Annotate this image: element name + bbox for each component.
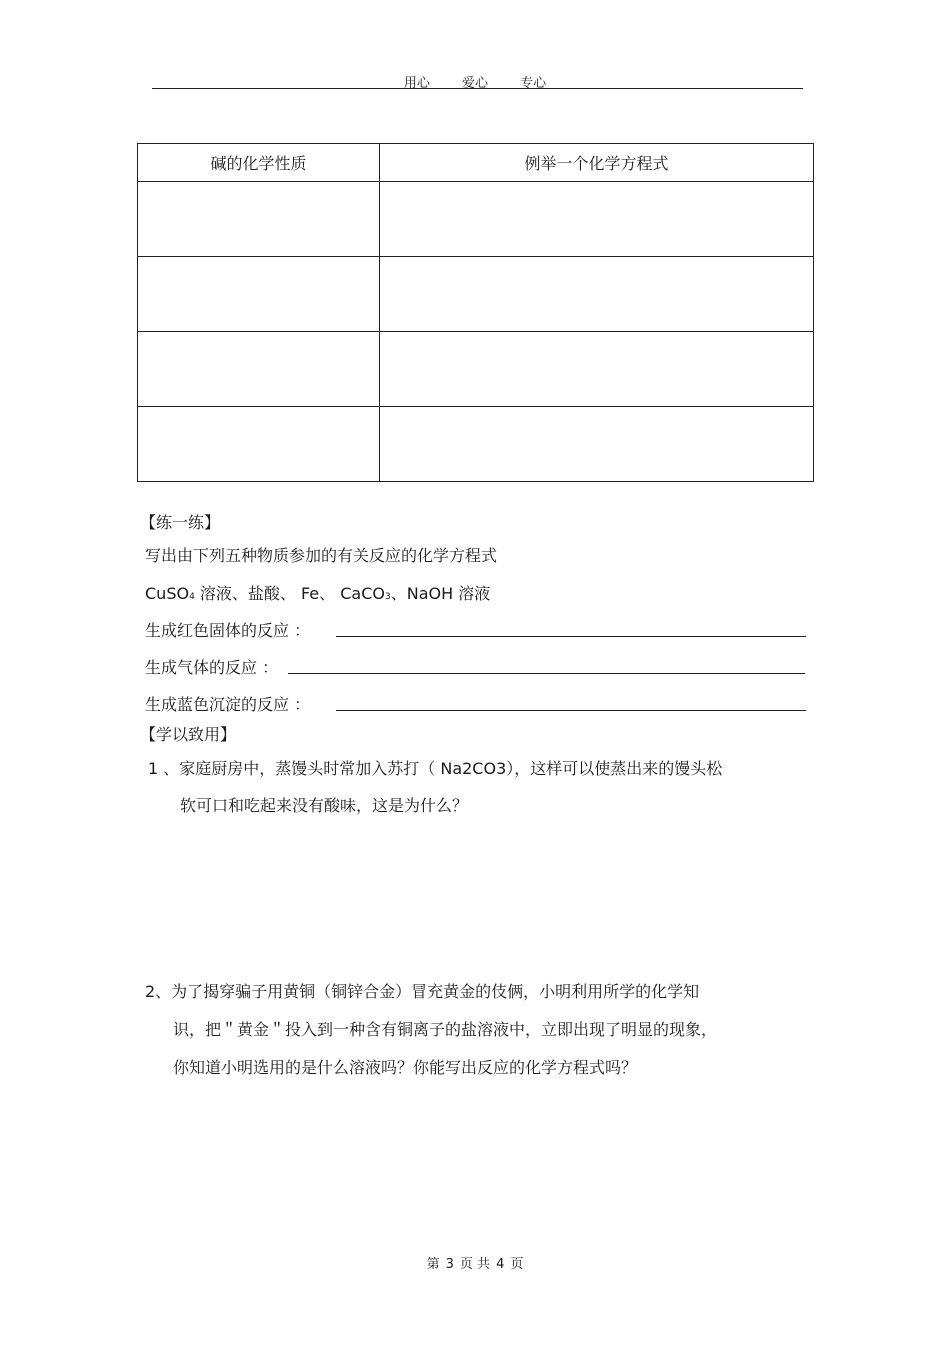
page-total: 4 xyxy=(496,1257,505,1272)
answer-blank-gas[interactable] xyxy=(288,673,805,674)
question-1-line-2: 软可口和吃起来没有酸味，这是为什么？ xyxy=(180,796,469,815)
question-red-solid: 生成红色固体的反应 ： xyxy=(145,621,311,640)
table-row xyxy=(138,407,814,482)
question-1-line-1: 1 、家庭厨房中，蒸馒头时常加入苏打（ Na2CO3），这样可以使蒸出来的馒头松 xyxy=(148,759,723,778)
table-cell[interactable] xyxy=(138,182,380,257)
header-divider xyxy=(152,88,803,89)
base-properties-table xyxy=(137,143,814,482)
practice-instruction: 写出由下列五种物质参加的有关反应的化学方程式 xyxy=(145,546,498,565)
table-header-cell: 例举一个化学方程式 xyxy=(380,144,814,182)
table-row xyxy=(138,182,814,257)
question-blue-precipitate: 生成蓝色沉淀的反应 ： xyxy=(145,695,311,714)
apply-title: 【学以致用】 xyxy=(140,725,237,744)
table-cell[interactable] xyxy=(380,182,814,257)
practice-title: 【练一练】 xyxy=(140,513,221,532)
table-row xyxy=(138,332,814,407)
page-number: 3 xyxy=(445,1257,454,1272)
question-gas: 生成气体的反应 ： xyxy=(145,658,279,677)
answer-blank-red[interactable] xyxy=(336,636,806,637)
table-cell[interactable] xyxy=(138,257,380,332)
page-footer: 第 3 页 共 4 页 xyxy=(426,1257,524,1272)
substance-list: CuSO4 溶液、盐酸、 Fe、 CaCO3、NaOH 溶液 xyxy=(145,584,491,603)
header-item: 专心 xyxy=(520,76,547,91)
question-2-line-3: 你知道小明选用的是什么溶液吗？你能写出反应的化学方程式吗？ xyxy=(173,1058,638,1077)
table-row xyxy=(138,257,814,332)
table-cell[interactable] xyxy=(380,407,814,482)
table-cell[interactable] xyxy=(380,332,814,407)
table-cell[interactable] xyxy=(138,332,380,407)
question-2-line-1: 2、为了揭穿骗子用黄铜（铜锌合金）冒充黄金的伎俩，小明利用所学的化学知 xyxy=(145,982,700,1001)
answer-blank-blue[interactable] xyxy=(336,710,806,711)
question-2-line-2: 识，把＂黄金＂投入到一种含有铜离子的盐溶液中，立即出现了明显的现象， xyxy=(173,1020,718,1039)
header-item: 用心 xyxy=(403,76,430,91)
table-cell[interactable] xyxy=(380,257,814,332)
table-cell[interactable] xyxy=(138,407,380,482)
table-header-row xyxy=(138,144,814,182)
header-item: 爱心 xyxy=(461,76,488,91)
table-header-cell: 碱的化学性质 xyxy=(138,144,380,182)
